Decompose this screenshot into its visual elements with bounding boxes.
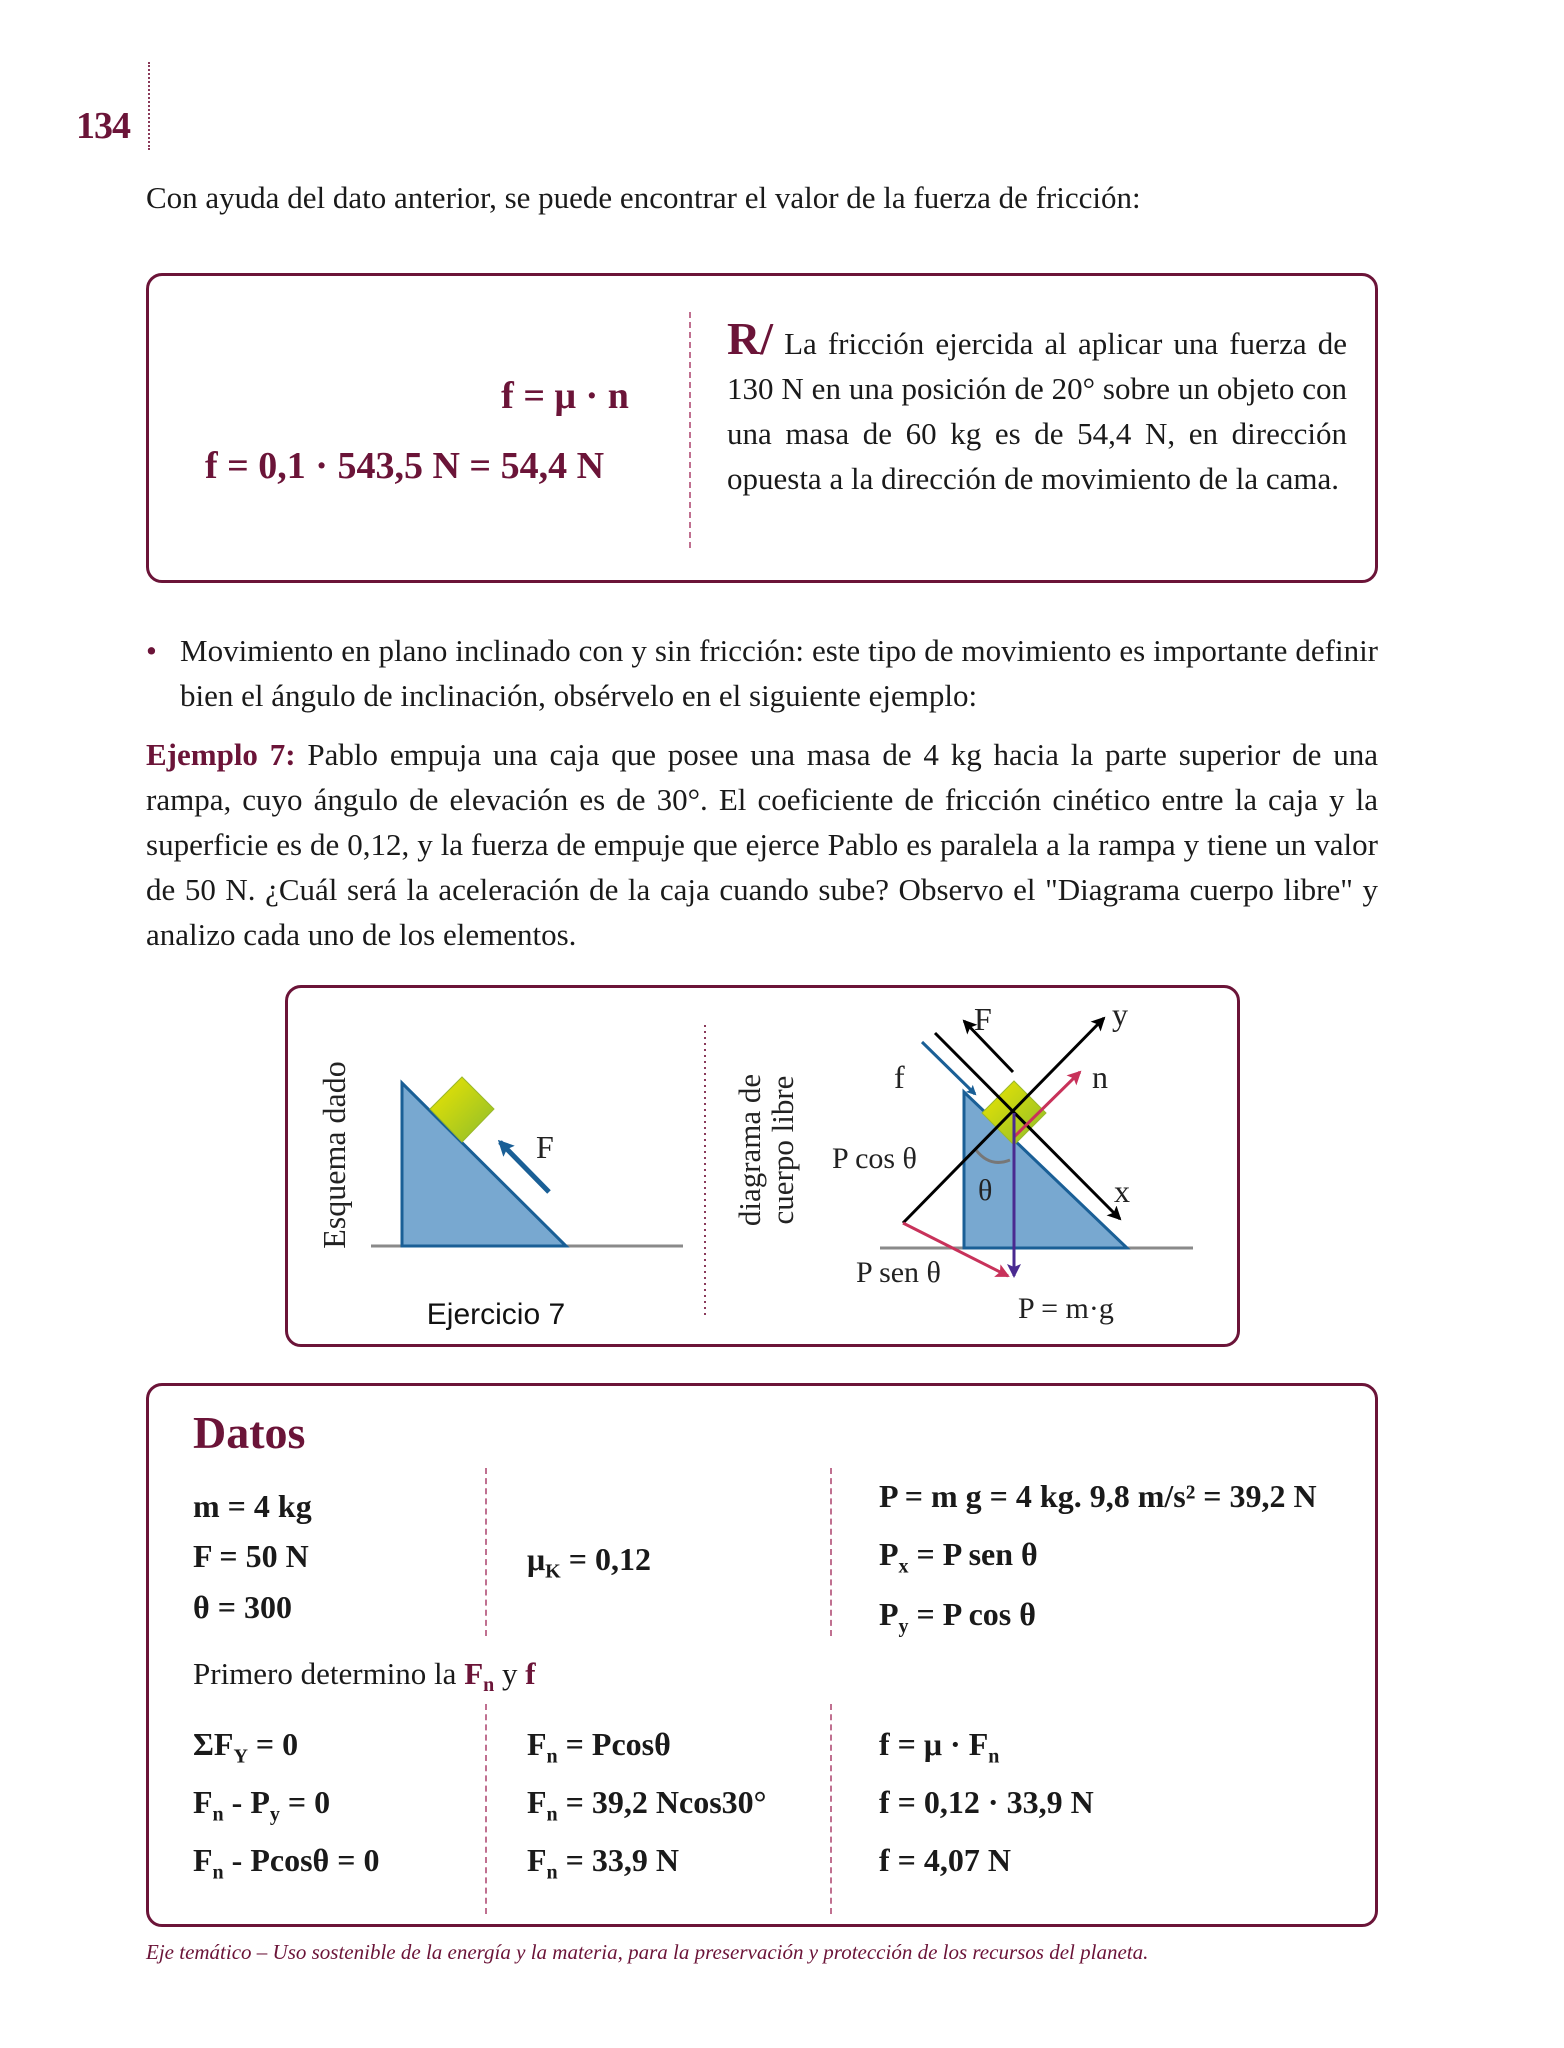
fn-sub-n: n [212, 1803, 224, 1826]
fn-subscript: n [483, 1674, 495, 1697]
m2-rest: = 39,2 Ncos30° [557, 1784, 767, 1820]
fbd-label-line2: cuerpo libre [765, 1075, 800, 1225]
fn-mid: - P [223, 1784, 270, 1820]
first-determine-text [193, 1656, 536, 1697]
eq-fn-substituted [527, 1784, 766, 1826]
and-text: y [494, 1656, 526, 1691]
answer-text: La fricción ejercida al aplicar una fuerza de 130 N en una posición de 20° sobre un objeto con una masa de 60 kg es de 54,4 N, en dirección opuesta a la dirección de movimiento de la cama. [727, 326, 1347, 496]
fnp-rest: - Pcosθ = 0 [223, 1842, 380, 1878]
first-determine-prefix: Primero determino la [193, 1656, 465, 1691]
fnp-a: F [193, 1842, 213, 1878]
eq-f-result: f = 4,07 N [879, 1842, 1011, 1878]
datos-box [146, 1383, 1378, 1927]
fbd-f-label: f [894, 1059, 905, 1095]
datos-divider-4 [830, 1704, 832, 1914]
fn-rest: = 0 [279, 1784, 331, 1820]
example-text: Pablo empuja una caja que posee una masa de 4 kg hacia la parte superior de una rampa, cuyo ángulo de elevación es de 30°. El coeficiente de fricción cinético entre la caja y la superficie es de 0,12, y la fuerza de empuje que ejerce Pablo es paralela a la rampa y tiene un valor de 50 N. ¿Cuál será la aceleración de la caja cuando sube? Observo el "Diagrama cuerpo libre" y analizo cada uno de los elementos. [146, 737, 1378, 952]
eq-fn-minus-pcos [193, 1842, 379, 1884]
force-label: F [536, 1129, 554, 1165]
intro-text: Con ayuda del dato anterior, se puede encontrar el valor de la fuerza de fricción: [146, 180, 1141, 215]
datos-mass: m = 4 kg [193, 1488, 312, 1524]
datos-force: F = 50 N [193, 1538, 309, 1574]
example-label: Ejemplo 7: [146, 737, 296, 772]
m2-a: F [527, 1784, 547, 1820]
fbd-F-label: F [974, 1001, 992, 1037]
py-rest: = P cos θ [908, 1596, 1036, 1632]
footer-theme-text: Eje temático – Uso sostenible de la energía y la materia, para la preservación y protección de los recursos del planeta. [146, 1940, 1149, 1964]
m2-sub: n [546, 1803, 558, 1826]
friction-formula: f = μ · n [501, 375, 629, 417]
datos-mu-k [527, 1541, 651, 1583]
mu-value: = 0,12 [560, 1541, 651, 1577]
fbd-x-label: x [1114, 1173, 1130, 1209]
m1-sub: n [546, 1745, 558, 1768]
datos-px [879, 1536, 1038, 1578]
fbd-label-line1: diagrama de [732, 1073, 767, 1227]
eq-sum-fy [193, 1726, 298, 1768]
sum-base: ΣF [193, 1726, 234, 1762]
m3-rest: = 33,9 N [557, 1842, 680, 1878]
friction-calculation: f = 0,1 · 543,5 N = 54,4 N [205, 445, 605, 487]
fbd-theta-label: θ [978, 1174, 993, 1207]
fn-sub-y: y [269, 1803, 280, 1826]
fn-symbol: F [464, 1656, 484, 1691]
py-base: P [879, 1596, 899, 1632]
r1-a: f = μ · F [879, 1726, 989, 1762]
m3-a: F [527, 1842, 547, 1878]
datos-divider-2 [830, 1468, 832, 1636]
fbd-n-label: n [1092, 1059, 1108, 1095]
datos-divider-1 [485, 1468, 487, 1636]
bullet-marker: • [146, 633, 157, 668]
px-base: P [879, 1536, 899, 1572]
px-rest: = P sen θ [908, 1536, 1038, 1572]
exercise-caption: Ejercicio 7 [426, 1298, 566, 1331]
datos-divider-3 [485, 1704, 487, 1914]
datos-title: Datos [193, 1407, 306, 1458]
given-scheme-label: Esquema dado [316, 1061, 352, 1249]
friction-arrow [922, 1042, 975, 1094]
fnp-sub: n [212, 1861, 224, 1884]
datos-angle: θ = 300 [193, 1589, 292, 1625]
eq-fn-result [527, 1842, 679, 1884]
py-sub: y [898, 1615, 909, 1638]
fn-a: F [193, 1784, 213, 1820]
m1-a: F [527, 1726, 547, 1762]
fbd-pcos-label: P cos θ [832, 1142, 917, 1175]
mu-subscript: K [545, 1560, 561, 1583]
eq-fn-minus-py [193, 1784, 330, 1826]
m1-rest: = Pcosθ [557, 1726, 671, 1762]
m3-sub: n [546, 1861, 558, 1884]
fbd-weight-label: P = m·g [1018, 1292, 1114, 1325]
free-body-diagram-panel [732, 996, 1193, 1325]
px-sub: x [898, 1555, 909, 1578]
answer-prefix: R/ [727, 313, 773, 364]
datos-weight: P = m g = 4 kg. 9,8 m/s² = 39,2 N [879, 1478, 1317, 1514]
page-number: 134 [76, 105, 130, 147]
eq-f-formula [879, 1726, 999, 1768]
r1-sub: n [988, 1745, 1000, 1768]
eq-f-substituted: f = 0,12 · 33,9 N [879, 1784, 1094, 1820]
mu-symbol: μ [527, 1541, 546, 1577]
datos-py [879, 1596, 1036, 1638]
fbd-y-label: y [1112, 996, 1128, 1032]
f-symbol: f [525, 1656, 536, 1691]
sum-rest: = 0 [247, 1726, 299, 1762]
eq-fn-pcos [527, 1726, 671, 1768]
bullet-text: Movimiento en plano inclinado con y sin fricción: este tipo de movimiento es importante definir bien el ángulo de inclinación, obsérvelo en el siguiente ejemplo: [180, 633, 1378, 713]
fbd-psen-label: P sen θ [856, 1256, 941, 1289]
given-scheme-panel [316, 1061, 683, 1331]
sum-sub: Y [233, 1745, 248, 1768]
